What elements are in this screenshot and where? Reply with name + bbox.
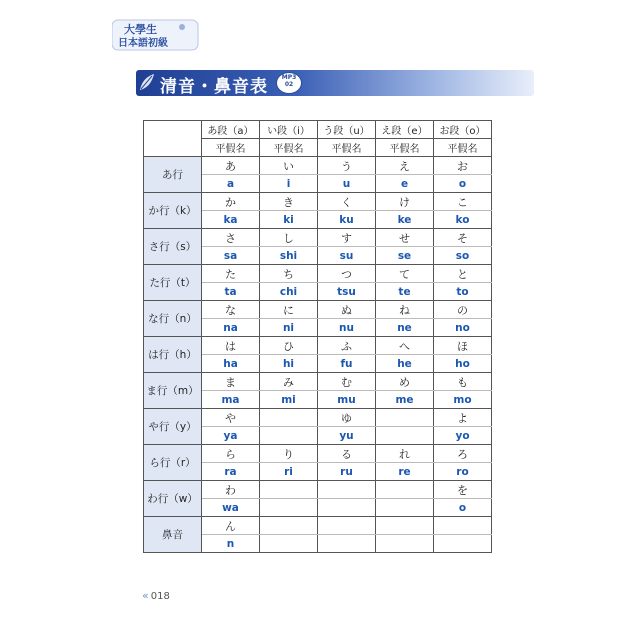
double-chevron-left-icon: « <box>142 589 149 602</box>
kana-row <box>144 445 492 463</box>
subheader-cell: 平假名 <box>260 139 318 157</box>
kana-cell: に <box>260 301 318 319</box>
romaji-cell: ho <box>434 355 492 373</box>
logo-line2: 日本語初級 <box>118 38 168 49</box>
kana-cell: せ <box>376 229 434 247</box>
romaji-cell <box>260 535 318 553</box>
logo-line1: 大學生 <box>124 23 157 36</box>
kana-row <box>144 229 492 247</box>
kana-cell: ひ <box>260 337 318 355</box>
mp3-label: MP3 <box>281 74 297 81</box>
row-label: な行（n） <box>144 301 202 337</box>
kana-cell: し <box>260 229 318 247</box>
kana-cell <box>260 517 318 535</box>
romaji-cell <box>376 535 434 553</box>
page-number <box>142 589 170 602</box>
row-label: ら行（r） <box>144 445 202 481</box>
kana-cell: む <box>318 373 376 391</box>
column-header: い段（i） <box>260 121 318 139</box>
subheader-cell: 平假名 <box>434 139 492 157</box>
kana-cell <box>260 481 318 499</box>
kana-cell: い <box>260 157 318 175</box>
romaji-cell: to <box>434 283 492 301</box>
romaji-cell: su <box>318 247 376 265</box>
kana-cell: さ <box>202 229 260 247</box>
kana-row <box>144 301 492 319</box>
row-label: や行（y） <box>144 409 202 445</box>
romaji-cell: shi <box>260 247 318 265</box>
romaji-cell: yo <box>434 427 492 445</box>
subheader-cell: 平假名 <box>376 139 434 157</box>
romaji-cell: wa <box>202 499 260 517</box>
kana-cell: ほ <box>434 337 492 355</box>
kana-cell <box>376 481 434 499</box>
romaji-cell <box>434 535 492 553</box>
kana-row <box>144 373 492 391</box>
kana-cell: へ <box>376 337 434 355</box>
kana-cell: か <box>202 193 260 211</box>
romaji-cell: mi <box>260 391 318 409</box>
row-label: ま行（m） <box>144 373 202 409</box>
kana-cell: す <box>318 229 376 247</box>
kana-row <box>144 409 492 427</box>
romaji-cell: te <box>376 283 434 301</box>
kana-cell <box>318 481 376 499</box>
kana-row <box>144 481 492 499</box>
kana-cell: ふ <box>318 337 376 355</box>
romaji-cell: ri <box>260 463 318 481</box>
romaji-cell: na <box>202 319 260 337</box>
romaji-cell: ko <box>434 211 492 229</box>
row-label: さ行（s） <box>144 229 202 265</box>
mp3-track: 02 <box>284 81 294 88</box>
mp3-track-badge <box>276 72 302 94</box>
kana-cell: う <box>318 157 376 175</box>
romaji-cell: yu <box>318 427 376 445</box>
romaji-cell: ni <box>260 319 318 337</box>
romaji-cell: ro <box>434 463 492 481</box>
romaji-cell: ki <box>260 211 318 229</box>
column-header: う段（u） <box>318 121 376 139</box>
kana-cell: ろ <box>434 445 492 463</box>
kana-cell <box>318 517 376 535</box>
romaji-cell: fu <box>318 355 376 373</box>
romaji-cell: se <box>376 247 434 265</box>
romaji-cell: e <box>376 175 434 193</box>
column-header: え段（e） <box>376 121 434 139</box>
romaji-cell: o <box>434 499 492 517</box>
subheader-cell: 平假名 <box>202 139 260 157</box>
kana-cell: あ <box>202 157 260 175</box>
romaji-cell: sa <box>202 247 260 265</box>
romaji-cell: so <box>434 247 492 265</box>
kana-cell <box>434 517 492 535</box>
column-header-row <box>144 121 492 139</box>
kana-cell: ら <box>202 445 260 463</box>
kana-cell: と <box>434 265 492 283</box>
romaji-cell: a <box>202 175 260 193</box>
romaji-cell <box>260 427 318 445</box>
table-corner <box>144 121 202 157</box>
kana-row <box>144 517 492 535</box>
romaji-cell: ke <box>376 211 434 229</box>
column-header: あ段（a） <box>202 121 260 139</box>
kana-cell: ま <box>202 373 260 391</box>
kana-row <box>144 193 492 211</box>
book-logo <box>112 18 200 52</box>
romaji-cell: hi <box>260 355 318 373</box>
kana-cell: の <box>434 301 492 319</box>
kana-cell: り <box>260 445 318 463</box>
column-header: お段（o） <box>434 121 492 139</box>
romaji-cell: u <box>318 175 376 193</box>
kana-cell: き <box>260 193 318 211</box>
kana-cell: れ <box>376 445 434 463</box>
romaji-cell: me <box>376 391 434 409</box>
kana-cell: ん <box>202 517 260 535</box>
kana-cell: も <box>434 373 492 391</box>
kana-cell: ね <box>376 301 434 319</box>
kana-cell: よ <box>434 409 492 427</box>
leaf-icon <box>138 72 156 92</box>
kana-cell: み <box>260 373 318 391</box>
romaji-cell <box>318 499 376 517</box>
romaji-cell: i <box>260 175 318 193</box>
romaji-cell: n <box>202 535 260 553</box>
romaji-cell: ma <box>202 391 260 409</box>
subheader-cell: 平假名 <box>318 139 376 157</box>
romaji-cell <box>260 499 318 517</box>
kana-cell: を <box>434 481 492 499</box>
romaji-cell <box>318 535 376 553</box>
kana-row <box>144 265 492 283</box>
page-number-text: 018 <box>150 591 170 602</box>
kana-cell: は <box>202 337 260 355</box>
kana-cell: く <box>318 193 376 211</box>
kana-cell: お <box>434 157 492 175</box>
romaji-cell: he <box>376 355 434 373</box>
row-label: あ行 <box>144 157 202 193</box>
kana-cell <box>376 409 434 427</box>
row-label: わ行（w） <box>144 481 202 517</box>
romaji-cell: ta <box>202 283 260 301</box>
kana-cell: る <box>318 445 376 463</box>
section-title: 清音・鼻音表 <box>160 77 268 97</box>
romaji-cell: ha <box>202 355 260 373</box>
romaji-cell: re <box>376 463 434 481</box>
romaji-cell: o <box>434 175 492 193</box>
kana-cell: え <box>376 157 434 175</box>
row-label: 鼻音 <box>144 517 202 553</box>
kana-cell: や <box>202 409 260 427</box>
romaji-cell: ku <box>318 211 376 229</box>
romaji-cell: ka <box>202 211 260 229</box>
kana-cell: つ <box>318 265 376 283</box>
romaji-cell: tsu <box>318 283 376 301</box>
romaji-cell: ya <box>202 427 260 445</box>
kana-cell: た <box>202 265 260 283</box>
kana-cell: こ <box>434 193 492 211</box>
kana-cell: ゆ <box>318 409 376 427</box>
kana-cell: そ <box>434 229 492 247</box>
romaji-cell <box>376 499 434 517</box>
kana-cell <box>260 409 318 427</box>
row-label: か行（k） <box>144 193 202 229</box>
row-label: は行（h） <box>144 337 202 373</box>
kana-cell: わ <box>202 481 260 499</box>
romaji-cell: nu <box>318 319 376 337</box>
romaji-cell <box>376 427 434 445</box>
kana-cell: ち <box>260 265 318 283</box>
romaji-cell: ru <box>318 463 376 481</box>
romaji-cell: ra <box>202 463 260 481</box>
romaji-cell: mo <box>434 391 492 409</box>
kana-cell: ぬ <box>318 301 376 319</box>
kana-cell: な <box>202 301 260 319</box>
kana-cell: め <box>376 373 434 391</box>
kana-row <box>144 157 492 175</box>
kana-cell <box>376 517 434 535</box>
romaji-cell: no <box>434 319 492 337</box>
romaji-cell: mu <box>318 391 376 409</box>
kana-row <box>144 337 492 355</box>
romaji-cell: ne <box>376 319 434 337</box>
row-label: た行（t） <box>144 265 202 301</box>
kana-table <box>143 120 492 553</box>
kana-cell: け <box>376 193 434 211</box>
kana-cell: て <box>376 265 434 283</box>
romaji-cell: chi <box>260 283 318 301</box>
